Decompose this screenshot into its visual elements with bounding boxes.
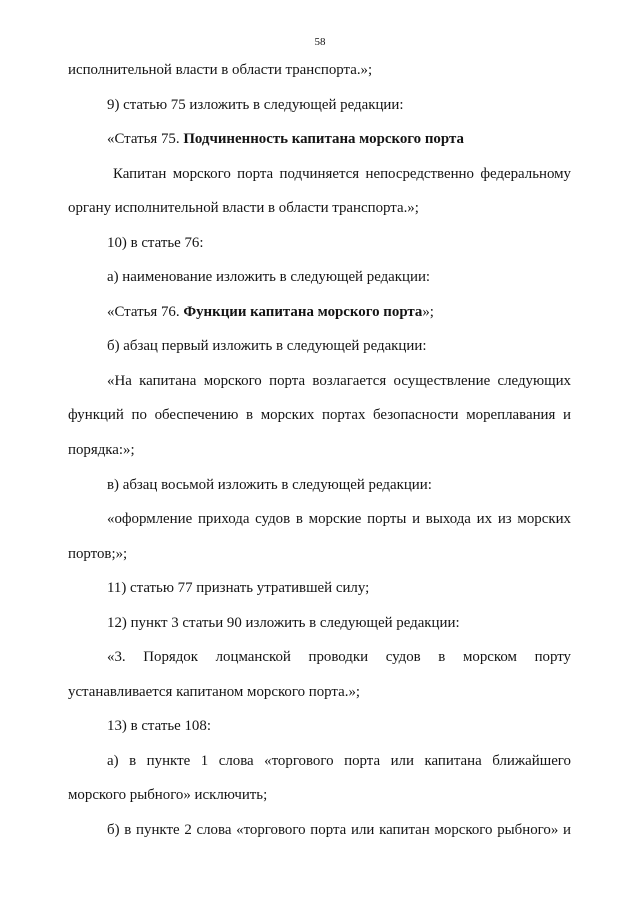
text-line: портов;»; [68, 545, 128, 562]
amendment-item-9: 9) статью 75 изложить в следующей редакции: [107, 96, 404, 113]
text-line: «оформление прихода судов в морские порты и выхода их из морских [107, 511, 571, 528]
sub-item-b: б) в пункте 2 слова «торгового порта или капитан морского рыбного» и [107, 822, 571, 839]
text-line: порядка:»; [68, 442, 135, 459]
page-number: 58 [314, 36, 326, 48]
article-75-heading [68, 122, 571, 157]
text-line: морского рыбного» исключить; [68, 787, 268, 804]
text-line: «3. Порядок лоцманской проводки судов в морском порту [107, 649, 571, 666]
text-line: исполнительной власти в области транспорта.»; [68, 62, 373, 78]
text-line: органу исполнительной власти в области транспорта.»; [68, 200, 419, 217]
text-line: функций по обеспечению в морских портах безопасности мореплавания и [68, 407, 571, 424]
amendment-item-11: 11) статью 77 признать утратившей силу; [107, 580, 370, 597]
article-75-number: «Статья 75. [107, 131, 184, 148]
article-76-title: Функции капитана морского порта [183, 303, 423, 320]
amendment-item-13: 13) в статье 108: [107, 718, 211, 735]
sub-item-a: а) наименование изложить в следующей редакции: [107, 269, 431, 286]
sub-item-b: б) абзац первый изложить в следующей редакции: [107, 338, 427, 355]
text-line: Капитан морского порта подчиняется непосредственно федеральному [113, 165, 571, 182]
document-body [68, 53, 571, 848]
amendment-item-12: 12) пункт 3 статьи 90 изложить в следующей редакции: [107, 614, 460, 631]
text-line: «На капитана морского порта возлагается осуществление следующих [107, 372, 571, 389]
article-76-heading [68, 295, 571, 330]
amendment-item-10: 10) в статье 76: [107, 234, 204, 251]
article-76-number: «Статья 76. [107, 303, 184, 320]
text-line: устанавливается капитаном морского порта.»; [68, 683, 361, 700]
article-75-title: Подчиненность капитана морского порта [183, 131, 464, 148]
article-76-closing: »; [422, 303, 434, 320]
sub-item-v: в) абзац восьмой изложить в следующей редакции: [107, 476, 432, 493]
sub-item-a: а) в пункте 1 слова «торгового порта или капитана ближайшего [107, 752, 571, 769]
